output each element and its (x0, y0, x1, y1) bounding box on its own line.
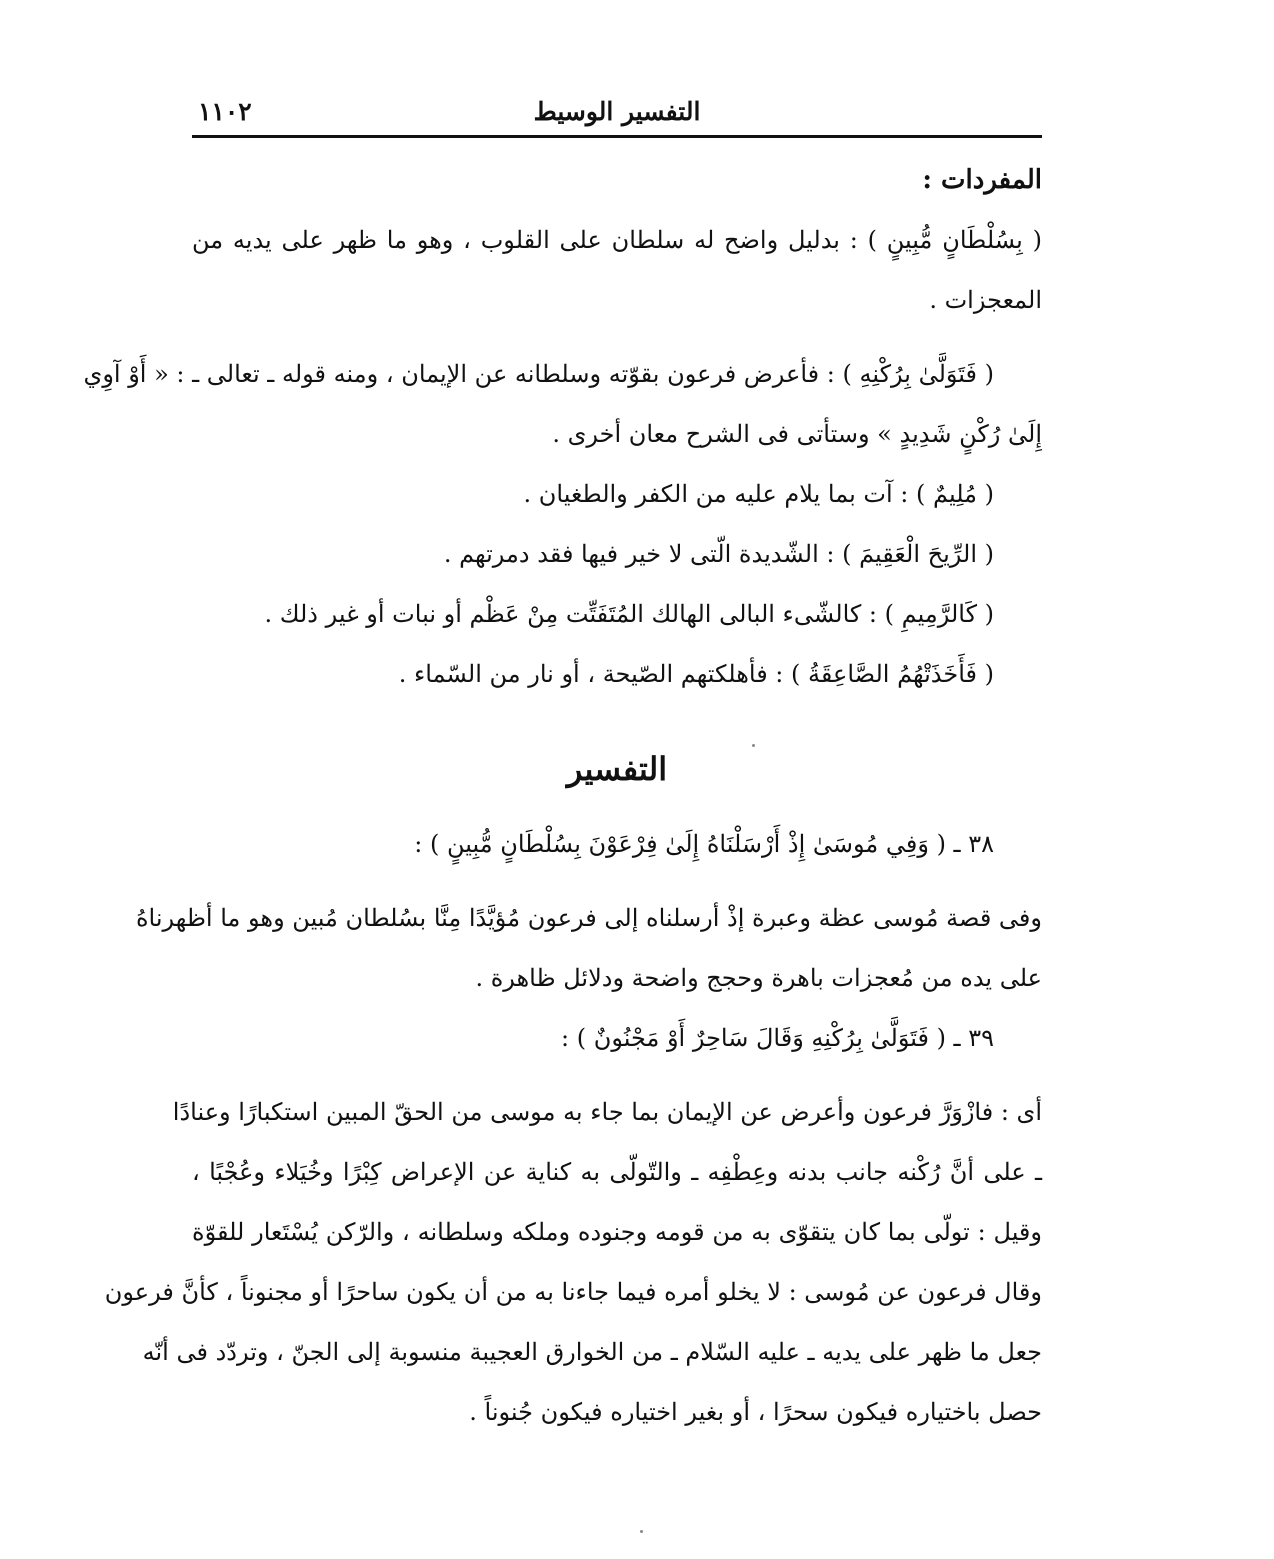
running-title: التفسير الوسيط (533, 97, 701, 126)
vocab-line-7: ( كَالرَّمِيمِ ) : كالشّىء البالى الهالك المُتَفَتِّت مِنْ عَظْم أو نبات أو غير ذلك . (264, 600, 994, 628)
vocab-line-4: إِلَىٰ رُكْنٍ شَدِيدٍ » وستأتى فى الشرح معان أخرى . (552, 420, 1042, 448)
vocab-line-1: ( بِسُلْطَانٍ مُّبِينٍ ) : بدليل واضح له سلطان على القلوب ، وهو ما ظهر على يديه من (192, 226, 1042, 254)
vocab-line-2: المعجزات . (929, 286, 1042, 314)
verse-38-commentary-line-2: على يده من مُعجزات باهرة وحجج واضحة ودلائل ظاهرة . (475, 964, 1042, 992)
page-header (192, 92, 1042, 136)
verse-39-commentary-line-2: ـ على أنَّ رُكْنه جانب بدنه وعِطْفِه ـ والتّولّى به كناية عن الإعراض كِبْرًا وخُيَلاء وعُجْبًا ، (192, 1158, 1042, 1186)
page-body (83, 150, 1042, 1442)
verse-39-commentary-line-3: وقيل : تولّى بما كان يتقوّى به من قومه وجنوده وملكه وسلطانه ، والرّكن يُسْتَعار للقوّة (192, 1218, 1042, 1246)
verse-39-commentary-line-1: أى : فازْوَرَّ فرعون وأعرض عن الإيمان بما جاء به موسى من الحقّ المبين استكبارًا وعنادًا (172, 1098, 1042, 1126)
vocab-line-5: ( مُلِيمٌ ) : آت بما يلام عليه من الكفر والطغيان . (523, 480, 994, 508)
verse-39-commentary-line-4: وقال فرعون عن مُوسى : لا يخلو أمره فيما جاءنا به من أن يكون ساحرًا أو مجنوناً ، كأنَّ فرعون (104, 1278, 1042, 1306)
verse-38-commentary-line-1: وفى قصة مُوسى عظة وعبرة إذْ أرسلناه إلى فرعون مُؤيَّدًا مِنَّا بسُلطان مُبين وهو ما أظهرناهُ (135, 904, 1042, 932)
header-rule (192, 135, 1042, 138)
scan-speck (752, 744, 755, 747)
verse-39: ٣٩ ـ ( فَتَوَلَّىٰ بِرُكْنِهِ وَقَالَ سَاحِرٌ أَوْ مَجْنُونٌ ) : (561, 1024, 994, 1052)
page-number: ١١٠٢ (198, 97, 252, 126)
verse-38: ٣٨ ـ ( وَفِي مُوسَىٰ إِذْ أَرْسَلْنَاهُ إِلَىٰ فِرْعَوْنَ بِسُلْطَانٍ مُّبِينٍ ) : (414, 830, 994, 858)
scan-speck (640, 1530, 643, 1533)
vocab-line-6: ( الرِّيحَ الْعَقِيمَ ) : الشّديدة الّتى لا خير فيها فقد دمرتهم . (443, 540, 994, 568)
verse-39-commentary-line-6: حصل باختياره فيكون سحرًا ، أو بغير اختياره فيكون جُنوناً . (469, 1398, 1042, 1426)
vocab-line-3: ( فَتَوَلَّىٰ بِرُكْنِهِ ) : فأعرض فرعون بقوّته وسلطانه عن الإيمان ، ومنه قوله ـ تعالى ـ : « أَوْ آوِي (83, 360, 994, 388)
vocab-line-8: ( فَأَخَذَتْهُمُ الصَّاعِقَةُ ) : فأهلكتهم الصّيحة ، أو نار من السّماء . (398, 660, 994, 688)
verse-39-commentary-line-5: جعل ما ظهر على يديه ـ عليه السّلام ـ من الخوارق العجيبة منسوبة إلى الجنّ ، وتردّد فى أنّه (142, 1338, 1042, 1366)
tafsir-heading: التفسير (566, 750, 668, 788)
vocabulary-heading: المفردات : (922, 165, 1042, 195)
